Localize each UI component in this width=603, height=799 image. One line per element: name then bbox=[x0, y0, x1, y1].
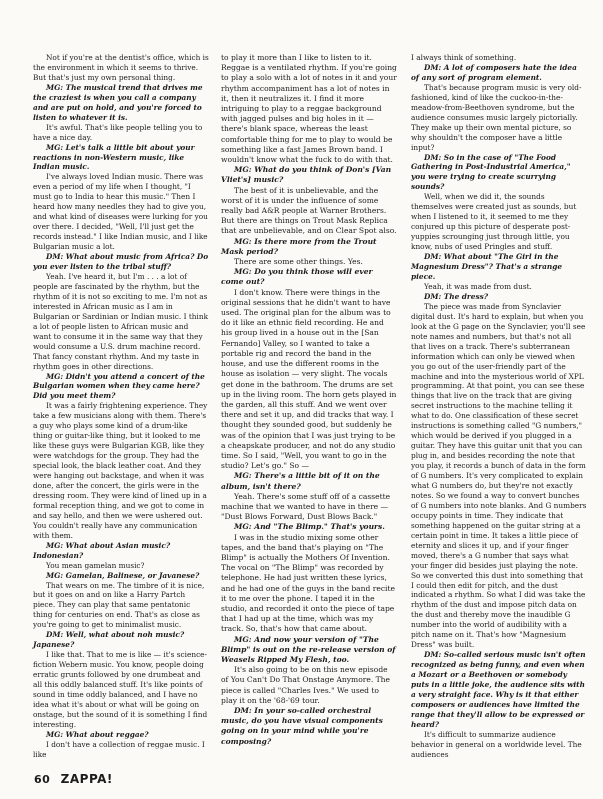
question-paragraph: MG: What about Asian music? Indonesian? bbox=[33, 540, 171, 560]
answer-paragraph: Yeah, it was made from dust. bbox=[424, 281, 532, 291]
question-paragraph: DM: What about "The Girl in the Magnesium Dress"? That's a strange piece. bbox=[411, 252, 562, 281]
page-folio bbox=[34, 772, 113, 786]
question-paragraph: MG: The musical trend that drives me the craziest is when you call a company and are put on hold, and you're forced to listen to whatever it is. bbox=[33, 82, 203, 122]
answer-paragraph: I was in the studio mixing some other tapes, and the band that's playing on "The Blimp" is actually the Mothers Of Invention. The vocal on "The Blimp" was recorded by telephone. He had just written these lyrics, and he had one of the guys in the band recite it to me over the phone. I taped it in the studio, and recorded it onto the piece of tape that I had up at the time, which was my track. So, that's how that came about. bbox=[221, 532, 395, 634]
answer-paragraph: Yeah. There's some stuff off of a cassette machine that we wanted to have in there — "Dust Blows Forward, Dust Blows Back." bbox=[221, 491, 391, 522]
answer-paragraph: It's difficult to summarize audience behavior in general on a worldwide level. The audiences bbox=[411, 729, 582, 759]
question-paragraph: MG: Didn't you attend a concert of the Bulgarian women when they came here? Did you meet them? bbox=[33, 371, 205, 401]
magazine-name: ZAPPA! bbox=[60, 772, 113, 786]
question-paragraph: MG: Is there more from the Trout Mask period? bbox=[221, 236, 377, 256]
question-paragraph: MG: And now your version of "The Blimp" is out on the re-release version of Weasels Ripped My Flesh, too. bbox=[221, 634, 396, 664]
answer-paragraph: I don't know. There were things in the original sessions that he didn't want to have used. The original plan for the album was to do it like an ethnic field recording. He and his group lived in a house out in the [San Fernando] Valley, so I wanted to take a portable rig and record the band in the house, and use the different rooms in the house as isolation — very slight. The vocals get done in the bathroom. The drums are set up in the living room. The horn gets played in the garden, all this stuff. And we went over there and set it up, and did tracks that way. I thought they sounded good, but suddenly he was of the opinion that I was just trying to be a cheapskate producer, and not do any studio time. So I said, "Well, you want to go in the studio? Let's go." So — bbox=[221, 287, 397, 471]
question-paragraph: DM: So in the case of "The Food Gathering in Post-Industrial America," you were trying to create scurrying sounds? bbox=[411, 152, 571, 192]
question-paragraph: MG: Gamelan, Balinese, or Javanese? bbox=[46, 570, 200, 580]
question-paragraph: DM: The dress? bbox=[424, 291, 489, 301]
question-paragraph: MG: There's a little bit of it on the album, isn't there? bbox=[221, 471, 380, 491]
text-column-3 bbox=[411, 53, 587, 760]
question-paragraph: DM: So-called serious music isn't often recognized as being funny, and even when a Mozart or a Beethoven or somebody puts in a little joke, the audience sits with a very straight face. Why is it that either composers or audiences have limited the range that they'll allow to be expressed or heard? bbox=[411, 650, 586, 729]
answer-paragraph: I've always loved Indian music. There was even a period of my life when I thought, "I must go to India to hear this music." Then I heard how many needles they had to give you, and what kind of diseases were lurking for you over there. I decided, "Well, I'll just get the records instead." I like Indian music, and I like Bulgarian music a lot. bbox=[33, 172, 208, 252]
answer-paragraph: The best of it is unbelievable, and the worst of it is under the influence of some really bad A&R people at Warner Brothers. But there are things on Trout Mask Replica that are unbelievable, and on Clear Spot also. bbox=[221, 185, 397, 236]
continued-paragraph: to play it more than I like to listen to it. Reggae is a ventilated rhythm. If you're going to play a solo with a lot of notes in it and your rhythm accompaniment has a lot of notes in it, then it neutralizes it. I find it more intriguing to play to a reggae background with jagged pulses and big holes in it — there's blank space, whereas the least comfortable thing for me to play to would be something like a fast James Brown band. I wouldn't know what the fuck to do with that. bbox=[221, 53, 397, 165]
answer-paragraph: You mean gamelan music? bbox=[46, 560, 145, 570]
question-paragraph: DM: A lot of composers hate the idea of any sort of program element. bbox=[411, 62, 577, 82]
text-column-2 bbox=[221, 53, 397, 747]
continued-paragraph: I always think of something. bbox=[411, 53, 517, 62]
text-column-1 bbox=[33, 53, 209, 760]
question-paragraph: MG: Let's talk a little bit about your reactions in non-Western music, like Indian music. bbox=[33, 142, 195, 172]
question-paragraph: MG: Do you think those will ever come out? bbox=[221, 267, 373, 287]
question-paragraph: DM: What about music from Africa? Do you ever listen to the tribal stuff? bbox=[33, 252, 209, 272]
question-paragraph: DM: Well, what about noh music? Japanese? bbox=[33, 630, 185, 650]
answer-paragraph: The piece was made from Synclavier digital dust. It's hard to explain, but when you look at the G page on the Synclavier, you'll see note names and numbers, but that's not all that lives on a track. There's subterranean information which can only be viewed when you go out of the user-friendly part of the machine and into the mysterious world of XPL programming. At that point, you can see these things that live on the track that are giving secret instructions to the machine telling it what to do. One classification of these secret instructions is something called "G numbers," which would be derived if you plugged in a guitar. They have this guitar unit that you can plug in, and besides recording the note that you play, it records a bunch of data in the form of G numbers. It's very complicated to explain what G numbers do, but they're not exactly notes. So we found a way to convert bunches of G numbers into note blanks. And G numbers occupy points in time. They indicate that something happened on the guitar string at a certain point in time. It takes a little piece of eternity and slices it up, and if your finger moved, there's a G number that says what your finger did besides just playing the note. So we converted this dust into something that I could then edit for pitch, and the dust indicated a rhythm. So what I did was take the rhythm of the dust and impose pitch data on the dust and thereby move the inaudible G number into the world of audibility with a pitch name on it. That's how "Magnesium Dress" was built. bbox=[411, 301, 587, 650]
answer-paragraph: Yeah. I've heard it, but I'm . . . a lot of people are fascinated by the rhythm, but the rhythm of it is not so exciting to me. I'm not as interested in African music as I am in Bulgarian or Sardinian or Indian music. I think a lot of people listen to African music and want to consume it in the same way that they would consume a U.S. drum machine record. That fancy constant rhythm. And my taste in rhythm goes in other directions. bbox=[33, 271, 209, 371]
answer-paragraph: It's also going to be on this new episode of You Can't Do That Onstage Anymore. The piece is called "Charles Ives." We used to play it on the '68-'69 tour. bbox=[221, 665, 390, 705]
question-paragraph: DM: In your so-called orchestral music, do you have visual components going on in your mind while you're composing? bbox=[221, 706, 383, 746]
answer-paragraph: I like that. That to me is like — it's science-fiction Webern music. You know, people doing erratic grunts followed by one drumbeat and all this oddly balanced stuff. It's like points of sound in time oddly balanced, and I have no idea what it's about or what will be going on onstage, but the sound of it is something I find interesting. bbox=[33, 650, 208, 729]
answer-paragraph: That's because program music is very old-fashioned, kind of like the cuckoo-in-the-meadow-from-Beethoven syndrome, but the audience consumes music largely pictorially. They make up their own mental picture, so why shouldn't the composer have a little input? bbox=[411, 82, 582, 152]
answer-paragraph: It's awful. That's like people telling you to have a nice day. bbox=[33, 122, 203, 142]
page-number: 60 bbox=[34, 773, 51, 786]
question-paragraph: MG: What do you think of Don's [Van Vliet's] music? bbox=[221, 165, 392, 185]
question-paragraph: MG: And "The Blimp." That's yours. bbox=[234, 522, 385, 532]
answer-paragraph: Not if you're at the dentist's office, which is the environment in which it seems to thrive. But that's just my own personal thing. bbox=[33, 53, 209, 82]
answer-paragraph: There are some other things. Yes. bbox=[234, 257, 363, 267]
question-paragraph: MG: What about reggae? bbox=[46, 729, 149, 739]
answer-paragraph: I don't have a collection of reggae music. I like bbox=[33, 739, 205, 759]
answer-paragraph: Well, when we did it, the sounds themselves were created just as sounds, but when I listened to it, it seemed to me they conjured up this picture of desperate post-yuppies scrounging just through little, you know, nubs of used Pringles and stuff. bbox=[411, 192, 577, 252]
answer-paragraph: It was a fairly frightening experience. They take a few musicians along with them. There's a guy who plays some kind of a drum-like thing or guitar-like thing, but it looked to me like these guys were Bulgarian KGB, like they were watchdogs for the group. They had the special look, the black leather coat. And they were hanging out backstage, and when it was done, after the concert, the girls were in the dressing room. They were kind of lined up in a formal reception thing, and we got to come in and say hello, and then we were ushered out. You couldn't really have any communication with them. bbox=[33, 401, 208, 540]
answer-paragraph: That wears on me. The timbre of it is nice, but it goes on and on like a Harry Partch piece. They can play that same pentatonic thing for centuries on end. That's as close as you're going to get to minimalist music. bbox=[33, 580, 205, 630]
